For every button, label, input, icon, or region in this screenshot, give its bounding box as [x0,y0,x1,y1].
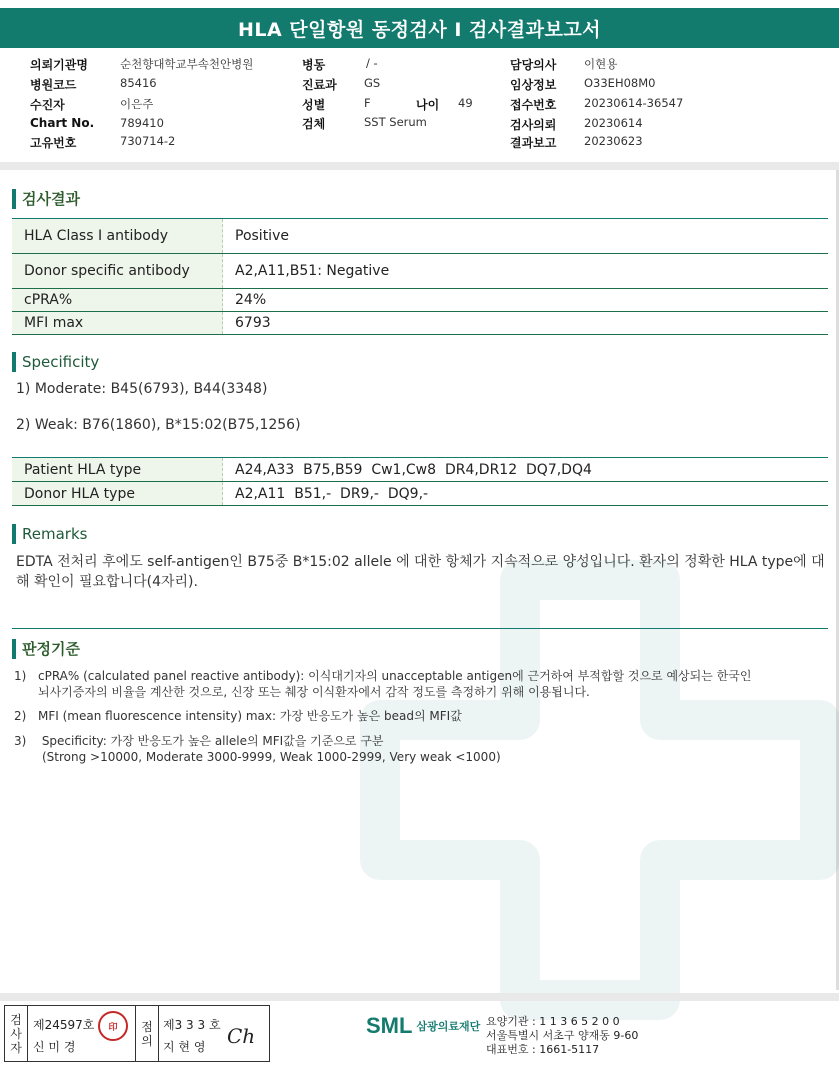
hla-key: Patient HLA type [12,458,223,482]
examiner-name: 신 미 경 [33,1040,76,1054]
examiner-seal-icon: 印 [98,1011,128,1041]
specimen-value: SST Serum [364,115,427,129]
sml-logo-icon: SML [366,1013,413,1038]
receipt-label: 접수번호 [510,98,557,112]
divider-band [0,162,839,170]
specimen-label: 검체 [302,117,326,131]
examiner-vertical-label: 검 사 자 [5,1006,28,1061]
ward-label: 병동 [302,58,326,72]
remarks-section-title [12,524,87,544]
table-row [12,254,828,289]
criteria-item [14,668,804,700]
section-marker [12,189,16,209]
criteria-section-title [12,638,80,659]
result-value: 24% [223,289,829,312]
criteria-line: Specificity: 가장 반응도가 높은 allele의 MFI값을 기준으로 구분 [38,734,384,748]
report-date-label: 결과보고 [510,136,557,150]
institution-value: 순천향대학교부속천안병원 [120,57,254,71]
result-key: MFI max [12,312,223,335]
clinical-label: 임상정보 [510,78,557,92]
criteria-item [14,708,804,724]
dept-value: GS [364,76,381,90]
watermark-cross-logo [360,560,839,1020]
reviewer-vertical-label: 점 의 [135,1006,159,1061]
ward-value: / - [366,56,378,70]
org-logo [366,1013,480,1039]
result-value: 6793 [223,312,829,335]
specificity-line: 1) Moderate: B45(6793), B44(3348) [16,381,268,397]
specificity-title-text: Specificity [22,353,100,371]
table-row [12,289,828,312]
chart-label: Chart No. [30,116,95,130]
clinical-value: O33EH08M0 [584,76,656,90]
sex-value: F [364,96,371,110]
chart-value: 789410 [120,116,164,130]
criteria-number: 3) [14,734,27,748]
hla-value: A2,A11 B51,- DR9,- DQ9,- [223,482,829,506]
report-date-value: 20230623 [584,134,643,148]
signature-box [4,1005,270,1062]
specificity-section-title [12,352,99,372]
patient-label: 수진자 [30,98,65,112]
results-table [12,219,828,335]
hla-key: Donor HLA type [12,482,223,506]
criteria-line: (Strong >10000, Moderate 3000-9999, Weak 1000-2999, Very weak <1000) [42,750,501,764]
result-key: Donor specific antibody [12,254,223,289]
contact-block [486,1015,638,1057]
results-section-title [12,188,80,209]
remarks-title-text: Remarks [22,525,88,543]
table-row [12,219,828,254]
reviewer-license: 제3 3 3 호 [163,1018,221,1032]
institution-label: 의뢰기관명 [30,58,88,72]
report-title: HLA 단일항원 동정검사 I 검사결과보고서 [0,8,839,48]
sex-label: 성별 [302,98,326,112]
doctor-value: 이현용 [584,57,618,71]
patient-info-block [0,54,839,162]
hla-value: A24,A33 B75,B59 Cw1,Cw8 DR4,DR12 DQ7,DQ4 [223,458,829,482]
result-value: Positive [223,219,829,254]
age-label: 나이 [416,98,440,112]
remarks-text: EDTA 전처리 후에도 self-antigen인 B75중 B*15:02 allele 에 대한 항체가 지속적으로 양성입니다. 환자의 정확한 HLA type에 대해 확인이 필요합니다(4자리). [16,554,825,590]
table-row [12,312,828,335]
criteria-number: 2) [14,709,27,723]
result-key: HLA Class I antibody [12,219,223,254]
specificity-line: 2) Weak: B76(1860), B*15:02(B75,1256) [16,417,301,433]
institution-number: 요양기관 : 1 1 3 6 5 2 0 0 [486,1015,620,1028]
table-row [12,482,828,506]
patient-value: 이은주 [120,97,154,111]
request-value: 20230614 [584,116,643,130]
table-row [12,458,828,482]
receipt-value: 20230614-36547 [584,96,684,110]
criteria-title-text: 판정기준 [22,640,80,658]
doctor-label: 담당의사 [510,58,557,72]
results-title-text: 검사결과 [22,190,80,208]
signature-mark: Ch [227,1024,256,1048]
section-marker [12,639,16,659]
criteria-item [14,733,804,765]
code-label: 병원코드 [30,78,77,92]
request-label: 검사의뢰 [510,118,557,132]
result-value: A2,A11,B51: Negative [223,254,829,289]
reviewer-name: 지 현 영 [163,1040,206,1054]
criteria-top-rule [12,628,828,629]
id-value: 730714-2 [120,134,176,148]
criteria-line: cPRA% (calculated panel reactive antibody): 이식대기자의 unacceptable antigen에 근거하여 부적합할 것으로 예상되는 한국인 [38,669,752,683]
org-name: 삼광의료재단 [416,1020,481,1033]
section-marker [12,524,16,544]
id-label: 고유번호 [30,136,77,150]
address: 서울특별시 서초구 양재동 9-60 [486,1029,639,1042]
dept-label: 진료과 [302,78,337,92]
hla-table [12,458,828,506]
criteria-line: 뇌사기증자의 비율을 계산한 것으로, 신장 또는 췌장 이식환자에서 감작 정도를 측정하기 위해 이용됩니다. [38,685,590,699]
footer-divider-band [0,993,839,1001]
code-value: 85416 [120,76,157,90]
criteria-line: MFI (mean fluorescence intensity) max: 가장 반응도가 높은 bead의 MFI값 [38,709,462,723]
criteria-number: 1) [14,669,27,683]
age-value: 49 [458,96,473,110]
result-key: cPRA% [12,289,223,312]
section-marker [12,352,16,372]
phone: 대표번호 : 1661-5117 [486,1043,600,1056]
examiner-license: 제24597호 [33,1018,95,1032]
